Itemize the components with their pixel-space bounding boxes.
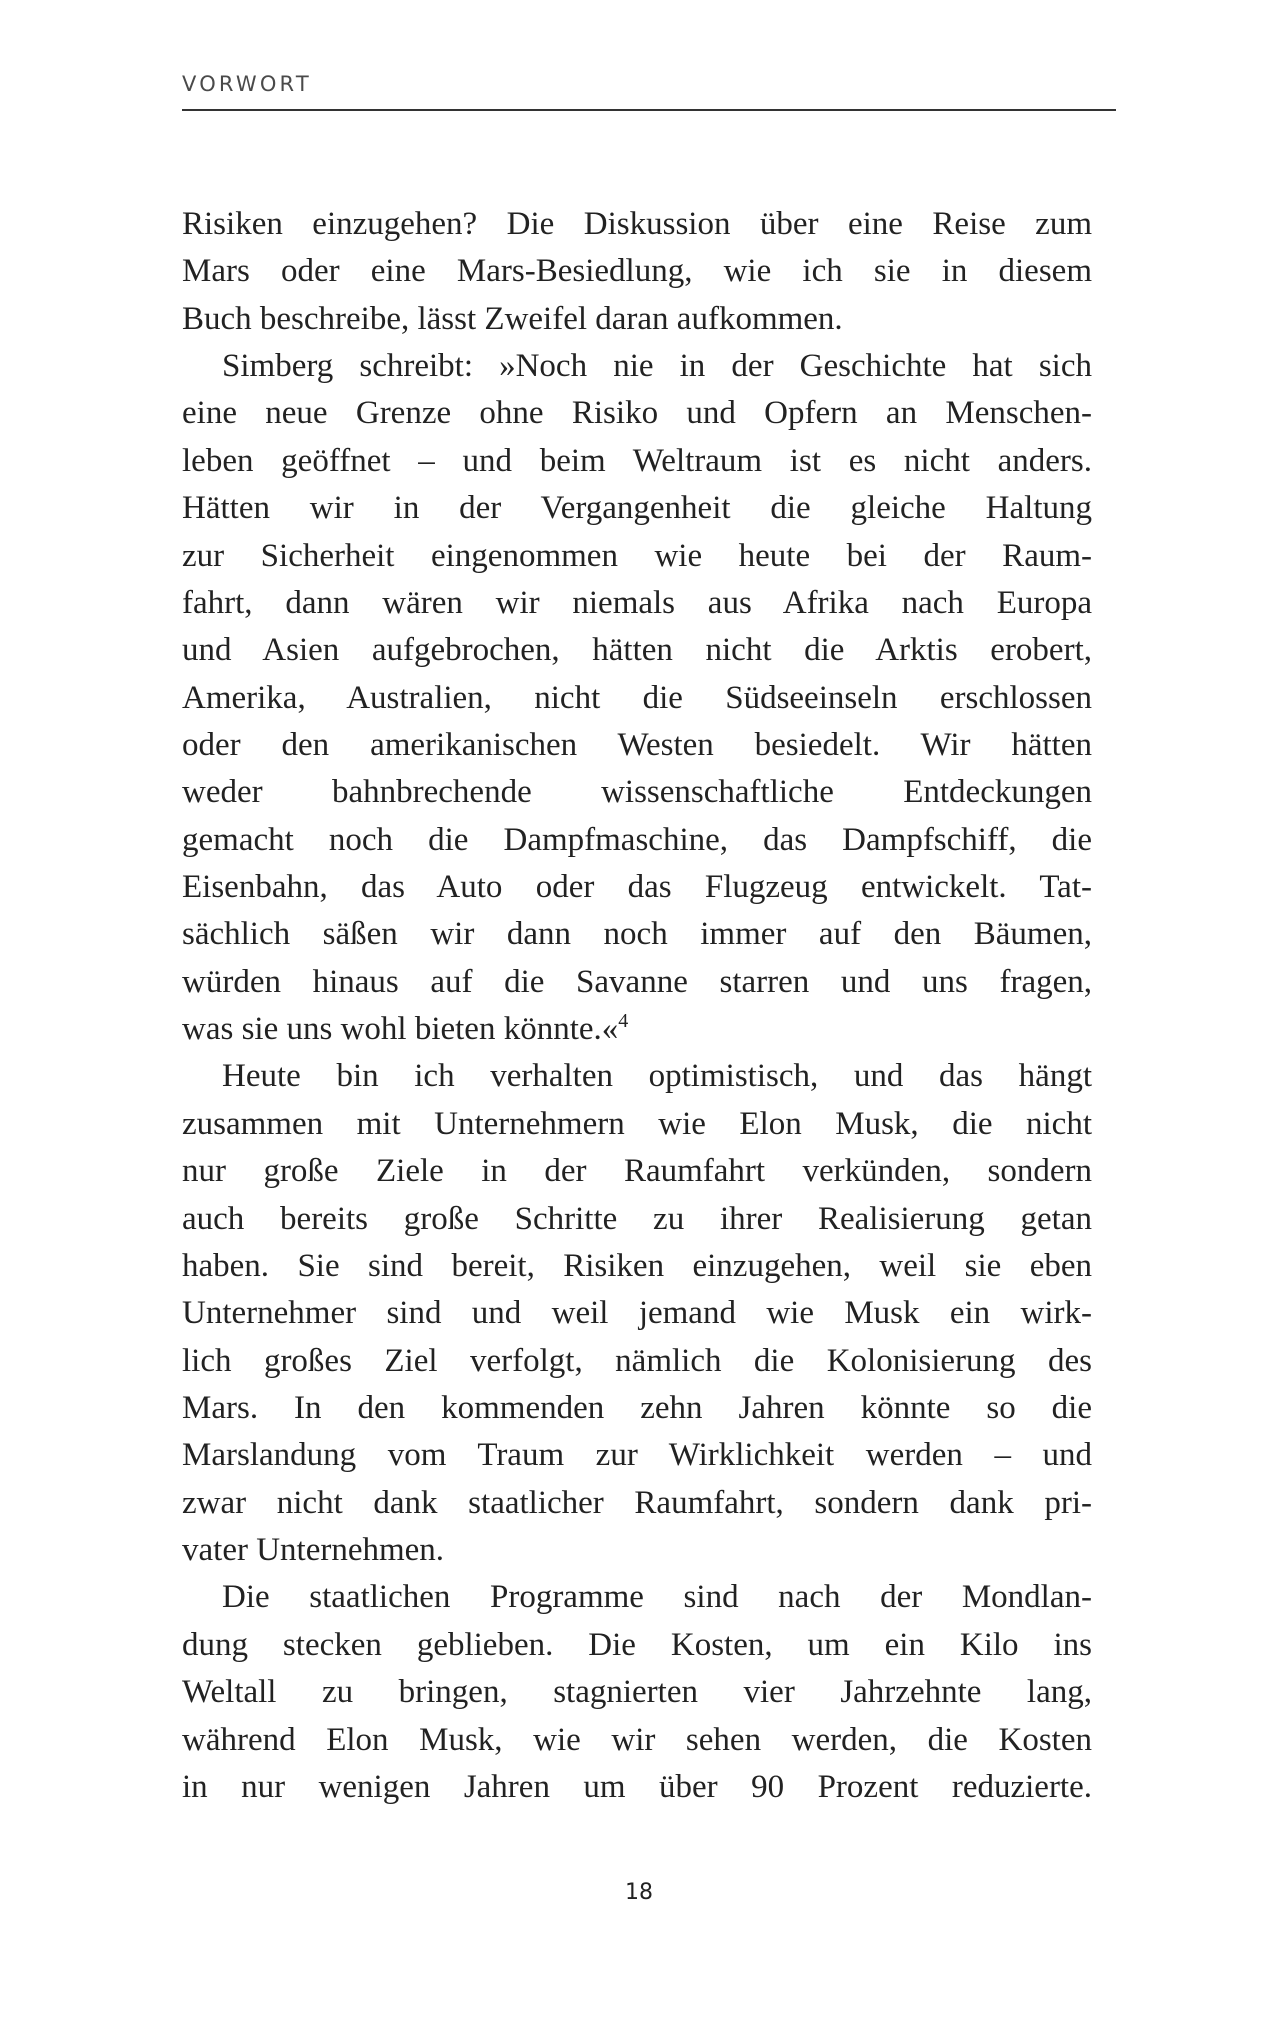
footnote-reference[interactable]: 4 [618,1010,629,1033]
text-line-content: Buch beschreibe, lässt Zweifel daran aufkommen. [182,300,843,337]
text-line-content: weder bahnbrechende wissenschaftliche Entdeckungen [182,774,1092,811]
text-line-content: leben geöffnet – und beim Weltraum ist es nicht anders. [182,442,1092,479]
text-line [182,675,1092,722]
text-line [182,1622,1092,1669]
paragraph [182,343,1092,1053]
text-line [182,248,1092,295]
text-line [182,485,1092,532]
text-line [182,1432,1092,1479]
text-line-content: auch bereits große Schritte zu ihrer Realisierung getan [182,1200,1092,1237]
text-line-content: Simberg schreibt: »Noch nie in der Geschichte hat sich [222,348,1092,385]
text-line-content: Eisenbahn, das Auto oder das Flugzeug entwickelt. Tat- [182,869,1092,906]
text-line [182,1338,1092,1385]
text-line-content: während Elon Musk, wie wir sehen werden, die Kosten [182,1721,1092,1758]
text-line [182,959,1092,1006]
text-line-content: fahrt, dann wären wir niemals aus Afrika nach Europa [182,584,1092,621]
text-line [182,627,1092,674]
paragraph [182,1574,1092,1811]
text-line [182,722,1092,769]
text-line [182,201,1092,248]
body-text [182,201,1092,1811]
text-line-content: vater Unternehmen. [182,1532,445,1569]
text-line [182,1243,1092,1290]
text-line-content: in nur wenigen Jahren um über 90 Prozent reduzierte. [182,1768,1092,1805]
text-line [182,1006,1092,1053]
text-line-content: lich großes Ziel verfolgt, nämlich die Kolonisierung des [182,1342,1092,1379]
text-line-content: Weltall zu bringen, stagnierten vier Jahrzehnte lang, [182,1674,1092,1711]
page-number: 18 [625,1880,653,1905]
text-line [182,1527,1092,1574]
text-line [182,1480,1092,1527]
text-line-content: und Asien aufgebrochen, hätten nicht die Arktis erobert, [182,632,1092,669]
text-line [182,817,1092,864]
text-line-content: zusammen mit Unternehmern wie Elon Musk, die nicht [182,1105,1092,1142]
text-line-content: dung stecken geblieben. Die Kosten, um ein Kilo ins [182,1626,1092,1663]
text-line [182,533,1092,580]
text-line-content: was sie uns wohl bieten könnte.« [182,1011,619,1048]
text-line [182,1290,1092,1337]
text-line [182,1101,1092,1148]
paragraph [182,201,1092,343]
text-line [182,1669,1092,1716]
text-line-content: zwar nicht dank staatlicher Raumfahrt, sondern dank pri- [182,1484,1092,1521]
text-line-content: Risiken einzugehen? Die Diskussion über eine Reise zum [182,206,1092,242]
text-line [182,1717,1092,1764]
text-line-content: Marslandung vom Traum zur Wirklichkeit werden – und [182,1437,1092,1474]
text-line [182,296,1092,343]
text-line-content: gemacht noch die Dampfmaschine, das Dampfschiff, die [182,821,1092,858]
text-line [182,438,1092,485]
text-line-content: Hätten wir in der Vergangenheit die gleiche Haltung [182,490,1092,527]
text-line [182,1764,1092,1811]
text-line-content: Unternehmer sind und weil jemand wie Musk ein wirk- [182,1295,1092,1332]
text-line-content: Heute bin ich verhalten optimistisch, und das hängt [222,1058,1092,1095]
text-line [182,390,1092,437]
text-line-content: nur große Ziele in der Raumfahrt verkünden, sondern [182,1153,1092,1190]
text-line-content: Mars oder eine Mars-Besiedlung, wie ich sie in diesem [182,253,1092,290]
running-head: VORWORT [182,72,312,96]
text-line-content: Die staatlichen Programme sind nach der Mondlan- [222,1579,1092,1616]
text-line-content: würden hinaus auf die Savanne starren und uns fragen, [182,963,1092,1000]
text-line-content: sächlich säßen wir dann noch immer auf den Bäumen, [182,916,1092,953]
text-line [182,769,1092,816]
text-line [182,911,1092,958]
text-line [182,864,1092,911]
text-line-content: eine neue Grenze ohne Risiko und Opfern an Menschen- [182,395,1092,432]
text-line [182,1196,1092,1243]
text-line [182,1053,1092,1100]
text-line-content: Mars. In den kommenden zehn Jahren könnte so die [182,1389,1092,1426]
text-line-content: haben. Sie sind bereit, Risiken einzugehen, weil sie eben [182,1247,1092,1284]
header-rule [182,109,1116,111]
text-line-content: oder den amerikanischen Westen besiedelt. Wir hätten [182,726,1092,763]
text-line [182,1148,1092,1195]
text-line-content: zur Sicherheit eingenommen wie heute bei der Raum- [182,537,1092,574]
text-line [182,1574,1092,1621]
text-line [182,1385,1092,1432]
text-line [182,580,1092,627]
text-line [182,343,1092,390]
paragraph [182,1053,1092,1574]
text-line-content: Amerika, Australien, nicht die Südseeinseln erschlossen [182,679,1092,716]
